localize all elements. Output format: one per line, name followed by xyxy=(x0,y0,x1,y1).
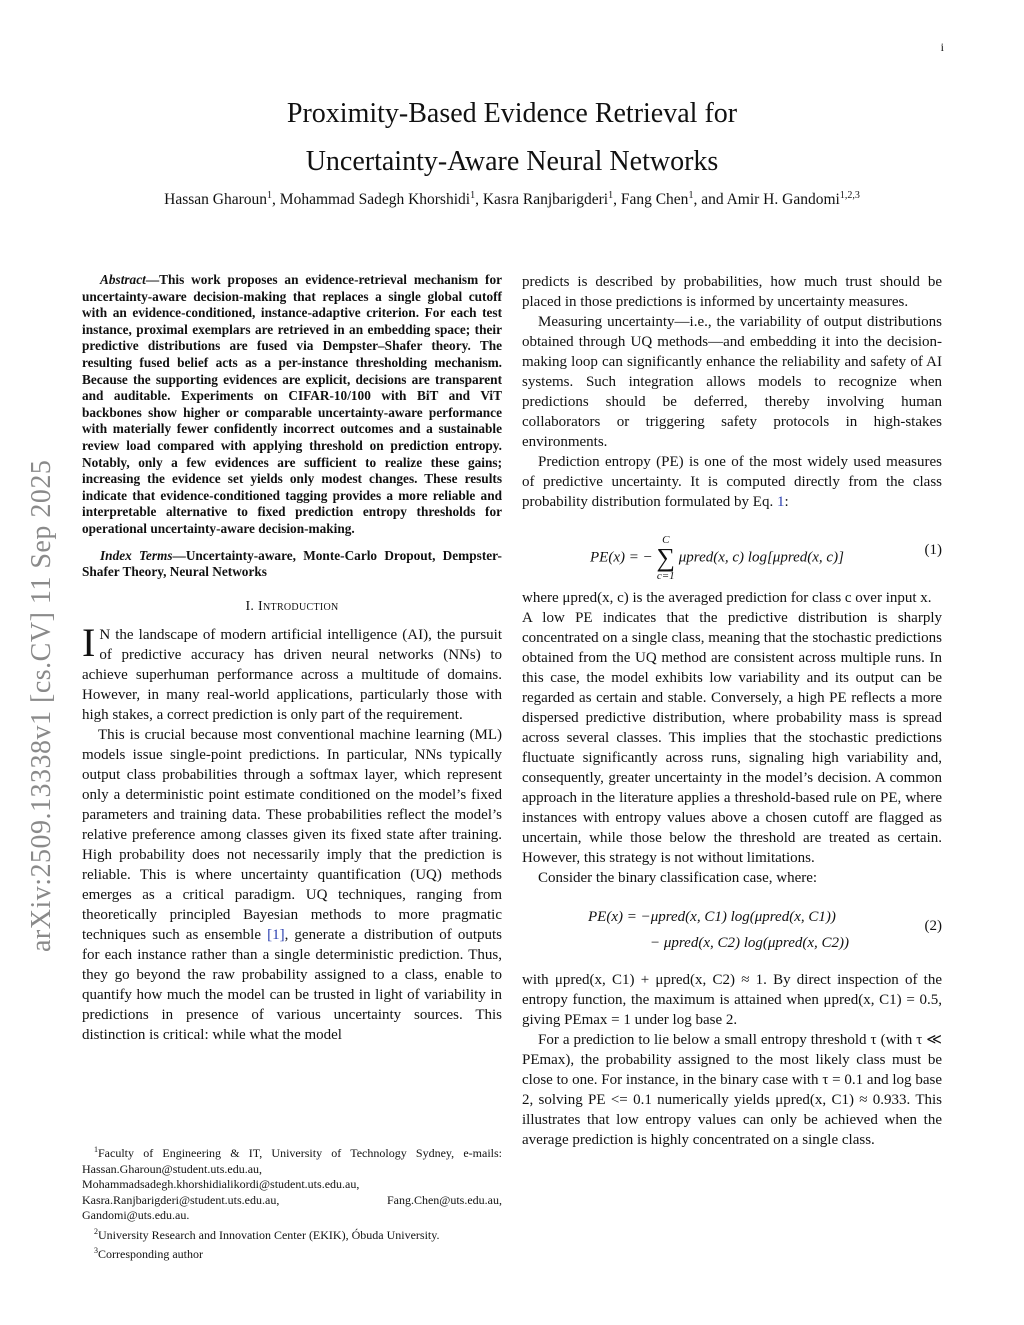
arxiv-identifier: arXiv:2509.13338v1 [cs.CV] 11 Sep 2025 xyxy=(26,459,57,952)
summation-icon: ∑ xyxy=(656,543,676,572)
author-name: Fang Chen xyxy=(620,191,689,209)
footnote-text: Corresponding author xyxy=(98,1247,203,1261)
abstract-text: This work proposes an evidence-retrieval mechanism for uncertainty-aware decision-making that replaces a single global cutoff with an evidence-conditioned, instance-adaptive criterion. For each test instance, proximal exemplars are retrieved in an embedding space; their predictive distributions are fused via Dempster–Shafer theory. The resulting fused belief acts as a per-instance thresholding mechanism. Because the supporting evidences are explicit, decisions are transparent and auditable. Experiments on CIFAR-10/100 with BiT and ViT backbones show higher or comparable uncertainty-aware performance with materially fewer confidently incorrect outcomes and a sustainable review load compared with applying threshold on prediction entropy. Notably, only a few evidences are sufficient to realize these gains; increasing the evidence set yields only modest changes. These results indicate that evidence-conditioned tagging provides a more reliable and interpretable alternative to fixed prediction entropy thresholds for operational uncertainty-aware decision-making. xyxy=(82,272,502,536)
paragraph-text: This is crucial because most conventional machine learning (ML) models issue single-point predictions. In particular, NNs typically output class probabilities through a softmax layer, which represent only a deterministic point estimate conditioned on the model’s fixed parameters and training data. These probabilities reflect the model’s relative preference among classes given its fixed state after training. High probability does not necessarily imply that the prediction is reliable. This is where uncertainty quantification (UQ) methods emerges as a critical paradigm. UQ techniques, ranging from theoretically principled Bayesian methods to more pragmatic techniques such as ensemble xyxy=(82,726,502,943)
equation-formula xyxy=(590,534,844,582)
summation-upper: C xyxy=(662,534,670,546)
footnote xyxy=(82,1243,502,1263)
author-name: Amir H. Gandomi xyxy=(726,191,840,209)
author-affiliation: 1 xyxy=(608,190,614,201)
author-affiliation: 1 xyxy=(470,190,476,201)
right-column xyxy=(522,272,942,1150)
equation-2 xyxy=(522,898,942,960)
paragraph-text: N the landscape of modern artificial intelligence (AI), the pursuit of predictive accuracy has driven neural networks (NNs) to achieve superhuman performance across a multitude of domains. However, in many real-world applications, particularly those with high stakes, a correct prediction is only part of the requirement. xyxy=(82,626,502,723)
author-affiliation: 1 xyxy=(688,190,694,201)
paragraph: Measuring uncertainty—i.e., the variability of output distributions obtained through UQ methods—and embedding it into the decision-making loop can significantly enhance the reliability and safety of AI systems. Such integration allows models to recognize when predictions should be deferred, thereby involving human collaborators or triggering safety protocols in high-stakes environments. xyxy=(522,314,942,450)
abstract-label: Abstract xyxy=(100,272,146,287)
paragraph: with μpred(x, C1) + μpred(x, C2) ≈ 1. By direct inspection of the entropy function, the maximum is attained when μpred(x, C1) = 0.5, giving PEmax = 1 under log base 2. xyxy=(522,972,942,1028)
author-list: Hassan Gharoun$^1$, Mohammad Sadegh Khorshidi$^1$, Kasra Ranjbarigderi$^1$, Fang Chen$^1$, and Amir H. Gandomi$^{1,2,3}$ xyxy=(164,190,860,209)
section-number: I. xyxy=(245,598,255,614)
equation-line: PE(x) = −μpred(x, C1) log(μpred(x, C1)) xyxy=(588,909,836,925)
intro-paragraph-1 xyxy=(82,619,502,725)
paragraph-text: , generate a distribution of outputs for each instance rather than a single deterministic prediction. Thus, they go beyond the raw probability assigned to a class, enable to quantify how much the model can be trusted in light of variability in predictions in presence of various uncertainty sources. This distinction is critical: while what the model xyxy=(82,926,503,1043)
citation-link[interactable]: [1] xyxy=(267,926,285,943)
author-affiliation: 1 xyxy=(267,190,273,201)
summation xyxy=(656,534,675,582)
paragraph: Consider the binary classification case, where: xyxy=(538,870,818,886)
paragraph: predicts is described by probabilities, how much trust should be placed in those predictions is informed by uncertainty measures. xyxy=(522,274,942,310)
author-name: Kasra Ranjbarigderi xyxy=(482,191,609,209)
equation-line: − μpred(x, C2) log(μpred(x, C2)) xyxy=(650,935,850,951)
equation-number: (2) xyxy=(924,918,942,934)
footnote xyxy=(82,1224,502,1244)
index-terms: Index Terms—Uncertainty-aware, Monte-Carlo Dropout, Dempster-Shafer Theory, Neural Networks xyxy=(82,547,502,580)
index-terms-text: Uncertainty-aware, Monte-Carlo Dropout, Dempster-Shafer Theory, Neural Networks xyxy=(82,547,502,580)
equation-1 xyxy=(522,522,942,582)
index-terms-label: Index Terms xyxy=(100,547,173,563)
footnote-marker: 3 xyxy=(94,1246,98,1255)
equation-number: (1) xyxy=(924,542,942,558)
author-affiliation: 1,2,3 xyxy=(839,190,860,201)
footnote-text: Faculty of Engineering & IT, University of Technology Sydney, e-mails: Hassan.Gharoun@student.uts.edu.au, Mohammadsadegh.khorshidialikordi@student.uts.edu.au, Kasra.Ranjbarigderi@student.uts.edu.au, Fang.Chen@uts.edu.au, Gandomi@uts.edu.au. xyxy=(82,1146,502,1222)
footnote-marker: 1 xyxy=(94,1145,98,1154)
footnote-marker: 2 xyxy=(94,1226,98,1236)
paragraph: For a prediction to lie below a small entropy threshold τ (with τ ≪ PEmax), the probability assigned to the most likely class must be close to one. For instance, in the binary case with τ = 0.1 and log base 2, solving PE <= 0.1 numerically yields μpred(x, C1) ≈ 0.933. This illustrates that low entropy values can only be achieved when the average prediction is highly concentrated on a single class. xyxy=(522,1032,942,1148)
summation-lower: c=1 xyxy=(656,570,675,582)
paragraph: where μpred(x, c) is the averaged prediction for class c over input x. xyxy=(522,590,932,606)
equation-formula xyxy=(588,904,849,956)
footnote xyxy=(82,1142,502,1224)
equation-reference-link[interactable]: 1 xyxy=(776,494,785,510)
footnotes xyxy=(82,1142,502,1263)
abstract: Abstract—This work proposes an evidence-retrieval mechanism for uncertainty-aware decision-making that replaces a single global cutoff with an evidence-conditioned, instance-adaptive criterion. For each test instance, proximal exemplars are retrieved in an embedding space; their predictive distributions are fused via Dempster–Shafer theory. The resulting fused belief acts as a per-instance thresholding mechanism. Because the supporting evidences are explicit, decisions are transparent and auditable. Experiments on CIFAR-10/100 with BiT and ViT backbones show higher or comparable uncertainty-aware performance with materially fewer confidently incorrect outcomes and a sustainable review load compared with applying threshold on prediction entropy. Notably, only a few evidences are sufficient to realize these gains; increasing the evidence set yields only modest changes. These results indicate that evidence-conditioned tagging provides a more reliable and interpretable alternative to fixed prediction entropy thresholds for operational uncertainty-aware decision-making. xyxy=(82,272,502,536)
paragraph: A low PE indicates that the predictive distribution is sharply concentrated on a single class, meaning that the stochastic predictions obtained from the UQ method are consistent across multiple runs. In this case, the model exhibits low variability and its output can be regarded as certain and stable. Conversely, a high PE reflects a more dispersed predictive distribution, where probability mass is spread across several classes. This implies that the stochastic predictions fluctuate significantly across runs, signaling high variability and, consequently, greater uncertainty in the model’s decision. A common approach in the literature applies a threshold-based rule on PE, where instances with entropy values above a chosen cutoff are flagged as uncertain, while those below the threshold are treated as certain. However, this strategy is not without limitations. xyxy=(522,610,942,866)
paragraph-text: : xyxy=(784,494,789,510)
section-heading xyxy=(82,597,502,617)
paper-title xyxy=(0,90,1024,186)
paragraph xyxy=(522,452,942,512)
equation-lhs: PE(x) = − xyxy=(590,549,653,566)
title-line-2: Uncertainty-Aware Neural Networks xyxy=(305,146,719,177)
section-title: Introduction xyxy=(258,598,339,614)
drop-cap: I xyxy=(82,619,96,665)
title-line-1: Proximity-Based Evidence Retrieval for xyxy=(286,98,738,129)
author-name: Hassan Gharoun xyxy=(164,191,268,209)
page-number: i xyxy=(940,40,944,54)
author-name: Mohammad Sadegh Khorshidi xyxy=(279,191,471,209)
left-column xyxy=(82,272,502,1045)
footnote-text: University Research and Innovation Center (EKIK), Óbuda University. xyxy=(98,1227,440,1242)
paragraph-text: Prediction entropy (PE) is one of the most widely used measures of predictive uncertainty. It is computed directly from the class probability distribution formulated by Eq. xyxy=(522,454,942,510)
equation-rhs: μpred(x, c) log[μpred(x, c)] xyxy=(678,549,844,566)
intro-paragraph-2 xyxy=(82,725,502,1045)
